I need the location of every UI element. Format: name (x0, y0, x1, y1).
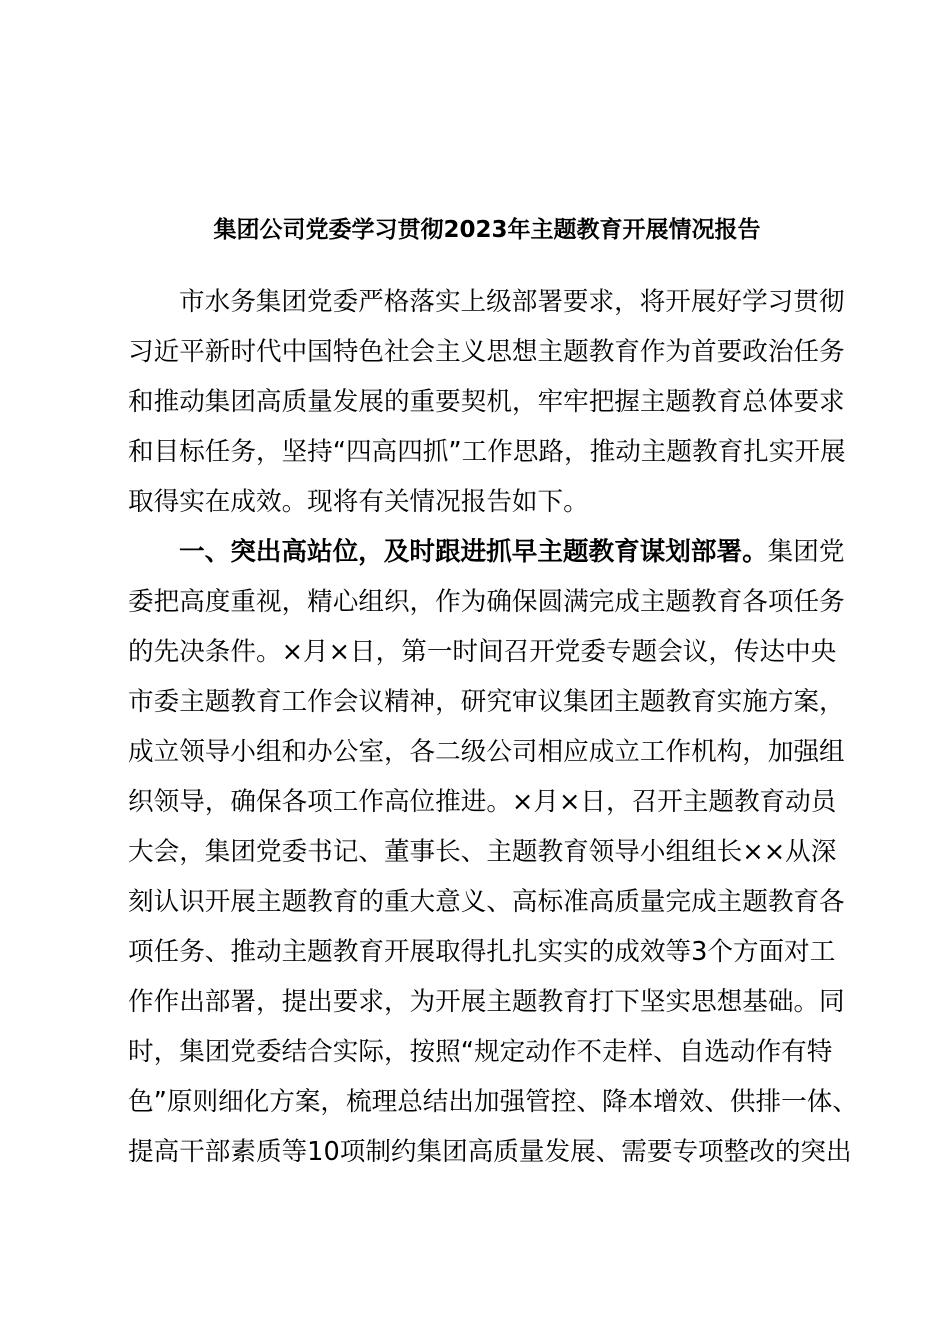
document-title: 集团公司党委学习贯彻2023年主题教育开展情况报告 (213, 217, 761, 243)
section-one-line: 时，集团党委结合实际，按照“规定动作不走样、自选动作有特 (128, 1037, 833, 1067)
intro-line: 取得实在成效。现将有关情况报告如下。 (128, 487, 589, 517)
intro-paragraph (128, 277, 850, 527)
section-one-line: 色”原则细化方案，梳理总结出加强管控、降本增效、供排一体、 (128, 1087, 858, 1117)
section-one-line: 作作出部署，提出要求，为开展主题教育打下坚实思想基础。同 (128, 987, 845, 1017)
intro-line: 和推动集团高质量发展的重要契机，牢牢把握主题教育总体要求 (128, 387, 845, 417)
intro-line: 市水务集团党委严格落实上级部署要求，将开展好学习贯彻 (179, 287, 845, 317)
intro-line: 习近平新时代中国特色社会主义思想主题教育作为首要政治任务 (128, 337, 845, 367)
section-one-line: 的先决条件。×月×日，第一时间召开党委专题会议，传达中央 (128, 637, 837, 667)
section-one-first-line-rest: 集团党 (767, 537, 845, 567)
section-one-line: 成立领导小组和办公室，各二级公司相应成立工作机构，加强组 (128, 737, 845, 767)
section-one-heading: 一、突出高站位，及时跟进抓早主题教育谋划部署。 (179, 537, 768, 567)
section-one-line: 项任务、推动主题教育开展取得扎扎实实的成效等3个方面对工 (128, 937, 836, 967)
section-one-line: 市委主题教育工作会议精神，研究审议集团主题教育实施方案， (128, 687, 845, 717)
section-one-line: 刻认识开展主题教育的重大意义、高标准高质量完成主题教育各 (128, 887, 845, 917)
section-one-line: 织领导，确保各项工作高位推进。×月×日，召开主题教育动员 (128, 787, 837, 817)
section-one-line: 委把高度重视，精心组织，作为确保圆满完成主题教育各项任务 (128, 587, 845, 617)
section-one-first-line (128, 527, 850, 577)
section-one-line: 提高干部素质等10项制约集团高质量发展、需要专项整改的突出 (128, 1137, 852, 1167)
section-one-line: 大会，集团党委书记、董事长、主题教育领导小组组长××从深 (128, 837, 837, 867)
intro-line: 和目标任务，坚持“四高四抓”工作思路，推动主题教育扎实开展 (128, 437, 846, 467)
section-one-paragraph (128, 527, 858, 1177)
